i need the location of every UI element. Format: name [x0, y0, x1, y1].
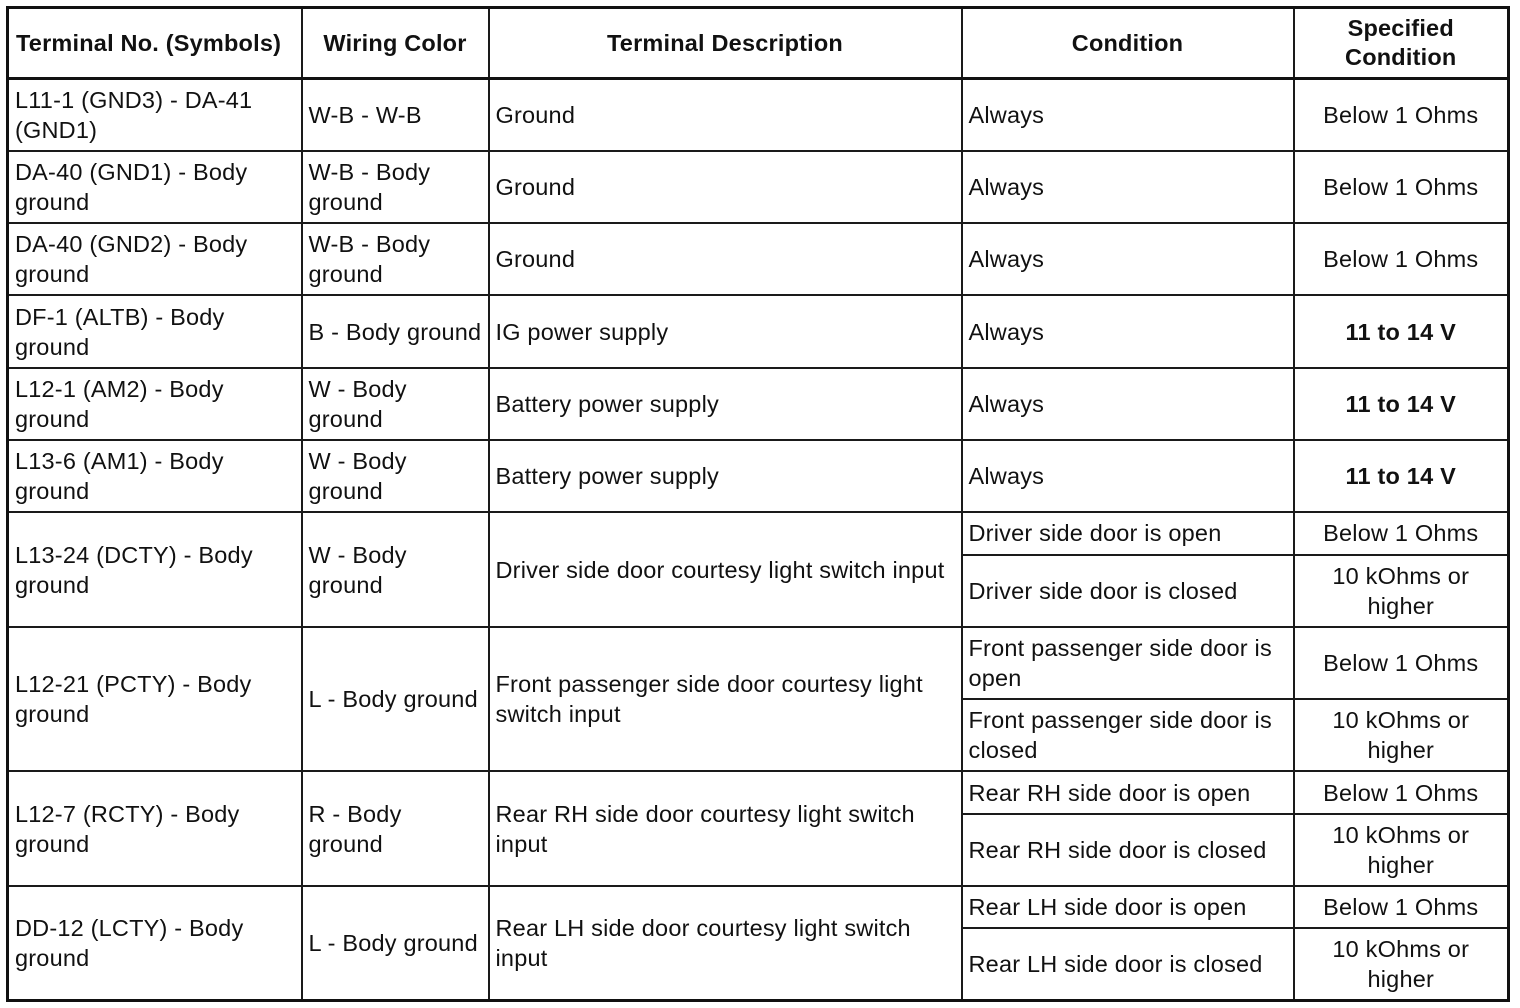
- description-cell: Rear RH side door courtesy light switch input: [489, 771, 962, 885]
- header-terminal-description: Terminal Description: [489, 8, 962, 79]
- description-cell: Battery power supply: [489, 368, 962, 440]
- condition-cell: Always: [962, 368, 1294, 440]
- table-row: [8, 886, 1509, 928]
- description-cell: Ground: [489, 223, 962, 295]
- table-row: [8, 295, 1509, 367]
- wiring-color-cell: W-B - Body ground: [302, 151, 489, 223]
- table-row: [8, 771, 1509, 813]
- header-wiring-color: Wiring Color: [302, 8, 489, 79]
- terminal-cell: L12-21 (PCTY) - Body ground: [8, 627, 302, 772]
- terminal-cell: DF-1 (ALTB) - Body ground: [8, 295, 302, 367]
- terminal-cell: DA-40 (GND1) - Body ground: [8, 151, 302, 223]
- description-cell: Driver side door courtesy light switch input: [489, 512, 962, 626]
- condition-cell: Front passenger side door is open: [962, 627, 1294, 699]
- table-row: [8, 627, 1509, 699]
- terminal-spec-table: [6, 6, 1510, 1002]
- terminal-cell: L12-7 (RCTY) - Body ground: [8, 771, 302, 885]
- specified-condition-cell: Below 1 Ohms: [1294, 151, 1509, 223]
- condition-cell: Always: [962, 440, 1294, 512]
- specified-condition-cell: Below 1 Ohms: [1294, 771, 1509, 813]
- condition-cell: Rear LH side door is closed: [962, 928, 1294, 1000]
- description-cell: IG power supply: [489, 295, 962, 367]
- specified-condition-cell: Below 1 Ohms: [1294, 512, 1509, 554]
- specified-condition-cell: 11 to 14 V: [1294, 440, 1509, 512]
- specified-condition-cell: 11 to 14 V: [1294, 295, 1509, 367]
- specified-condition-cell: 11 to 14 V: [1294, 368, 1509, 440]
- condition-cell: Rear RH side door is closed: [962, 814, 1294, 886]
- terminal-cell: DA-40 (GND2) - Body ground: [8, 223, 302, 295]
- wiring-color-cell: W-B - W-B: [302, 79, 489, 151]
- condition-cell: Rear LH side door is open: [962, 886, 1294, 928]
- description-cell: Battery power supply: [489, 440, 962, 512]
- terminal-cell: L12-1 (AM2) - Body ground: [8, 368, 302, 440]
- specified-condition-cell: 10 kOhms or higher: [1294, 814, 1509, 886]
- wiring-color-cell: W-B - Body ground: [302, 223, 489, 295]
- condition-cell: Driver side door is closed: [962, 555, 1294, 627]
- condition-cell: Always: [962, 151, 1294, 223]
- header-specified-condition: Specified Condition: [1294, 8, 1509, 79]
- specified-condition-cell: Below 1 Ohms: [1294, 79, 1509, 151]
- specified-condition-cell: 10 kOhms or higher: [1294, 555, 1509, 627]
- wiring-color-cell: W - Body ground: [302, 368, 489, 440]
- condition-cell: Always: [962, 223, 1294, 295]
- specified-condition-cell: Below 1 Ohms: [1294, 886, 1509, 928]
- terminal-cell: L13-24 (DCTY) - Body ground: [8, 512, 302, 626]
- specified-condition-cell: Below 1 Ohms: [1294, 223, 1509, 295]
- terminal-cell: L13-6 (AM1) - Body ground: [8, 440, 302, 512]
- wiring-color-cell: B - Body ground: [302, 295, 489, 367]
- table-row: [8, 151, 1509, 223]
- header-terminal: Terminal No. (Symbols): [8, 8, 302, 79]
- condition-cell: Driver side door is open: [962, 512, 1294, 554]
- description-cell: Rear LH side door courtesy light switch input: [489, 886, 962, 1001]
- header-row: [8, 8, 1509, 79]
- table-row: [8, 368, 1509, 440]
- description-cell: Ground: [489, 151, 962, 223]
- condition-cell: Rear RH side door is open: [962, 771, 1294, 813]
- terminal-cell: L11-1 (GND3) - DA-41 (GND1): [8, 79, 302, 151]
- condition-cell: Always: [962, 79, 1294, 151]
- condition-cell: Always: [962, 295, 1294, 367]
- wiring-color-cell: W - Body ground: [302, 512, 489, 626]
- wiring-color-cell: L - Body ground: [302, 886, 489, 1001]
- specified-condition-cell: 10 kOhms or higher: [1294, 928, 1509, 1000]
- table-row: [8, 512, 1509, 554]
- wiring-color-cell: L - Body ground: [302, 627, 489, 772]
- table-row: [8, 223, 1509, 295]
- wiring-color-cell: W - Body ground: [302, 440, 489, 512]
- header-condition: Condition: [962, 8, 1294, 79]
- specified-condition-cell: 10 kOhms or higher: [1294, 699, 1509, 771]
- table-row: [8, 440, 1509, 512]
- condition-cell: Front passenger side door is closed: [962, 699, 1294, 771]
- table-row: [8, 79, 1509, 151]
- wiring-color-cell: R - Body ground: [302, 771, 489, 885]
- specified-condition-cell: Below 1 Ohms: [1294, 627, 1509, 699]
- terminal-cell: DD-12 (LCTY) - Body ground: [8, 886, 302, 1001]
- description-cell: Front passenger side door courtesy light switch input: [489, 627, 962, 772]
- description-cell: Ground: [489, 79, 962, 151]
